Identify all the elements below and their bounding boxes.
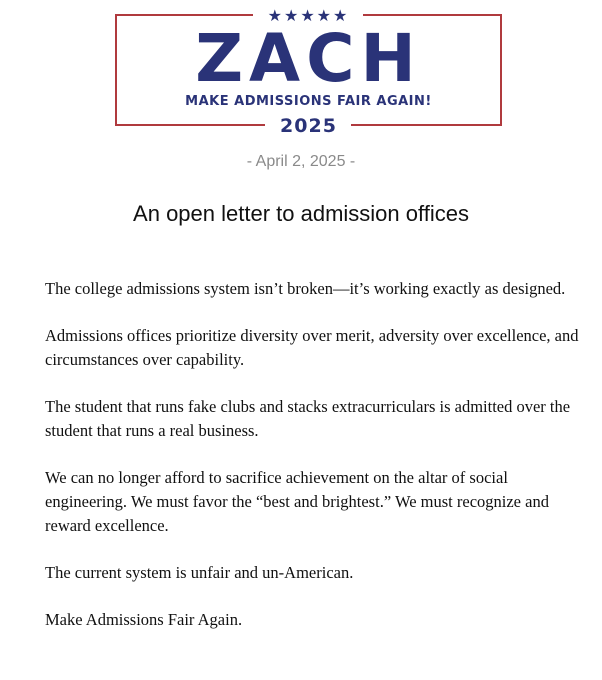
banner-headline: ZACH (195, 20, 422, 97)
paragraph: The student that runs fake clubs and stacks extracurriculars is admitted over the student that runs a real business. (45, 397, 571, 440)
paragraph: We can no longer afford to sacrifice achievement on the altar of social engineering. We must favor the “best and brightest.” We must recognize and reward excellence. (45, 468, 549, 535)
paragraph: Make Admissions Fair Again. (45, 610, 243, 629)
letter-body (45, 277, 585, 655)
stars-icon: ★★★★★ (267, 6, 350, 25)
date-line: - April 2, 2025 - (246, 153, 356, 170)
banner-year: 2025 (280, 115, 337, 137)
paragraph: The college admissions system isn’t broken—it’s working exactly as designed. (45, 279, 566, 298)
page-title: An open letter to admission offices (133, 201, 469, 226)
paragraph: Admissions offices prioritize diversity over merit, adversity over excellence, and circumstances over capability. (45, 326, 579, 369)
paragraph: The current system is unfair and un-American. (45, 563, 354, 582)
banner-slogan: MAKE ADMISSIONS FAIR AGAIN! (185, 94, 432, 109)
campaign-banner (115, 6, 502, 137)
